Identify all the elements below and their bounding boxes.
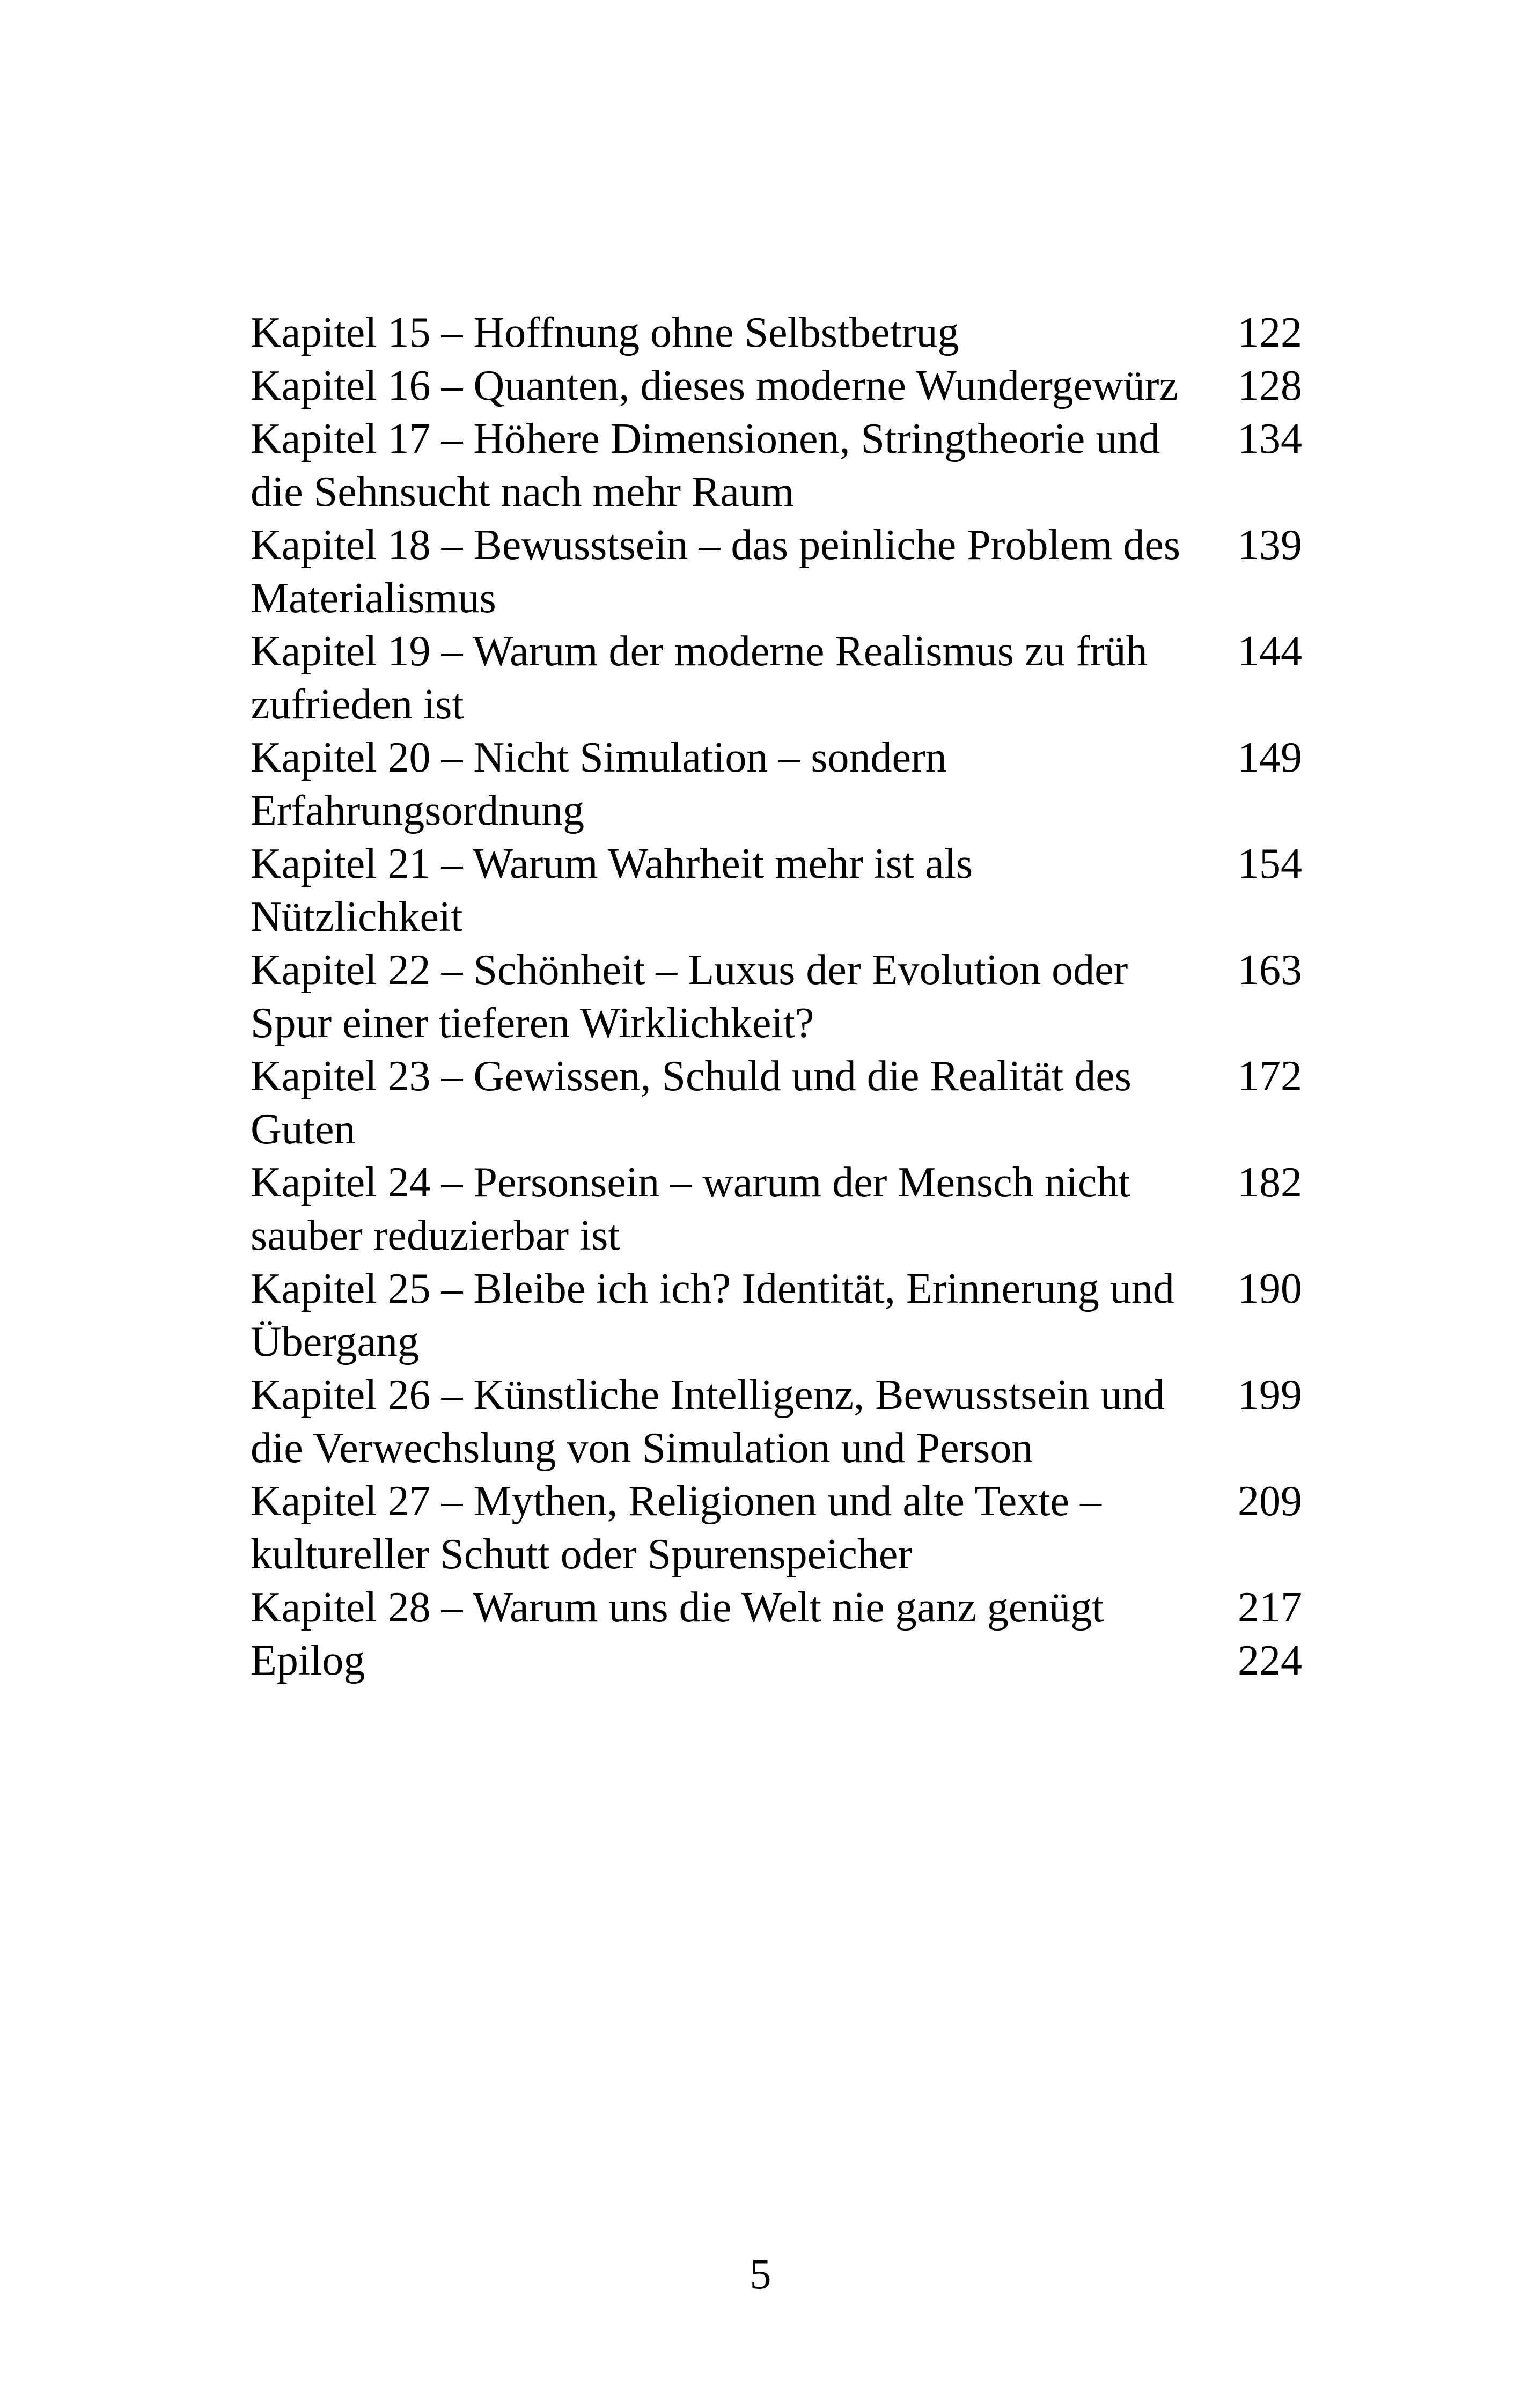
toc-entry bbox=[251, 413, 1302, 519]
toc-entry-page: 122 bbox=[1238, 309, 1302, 356]
toc-entry-page: 182 bbox=[1238, 1159, 1302, 1206]
toc-entry-page: 134 bbox=[1238, 415, 1302, 462]
toc-entry-page: 199 bbox=[1238, 1371, 1302, 1419]
toc-entry bbox=[251, 731, 1302, 838]
toc-entry-page: 154 bbox=[1238, 840, 1302, 887]
toc-entry-page: 139 bbox=[1238, 522, 1302, 569]
toc-entry bbox=[251, 944, 1302, 1050]
toc-entry-page: 128 bbox=[1238, 362, 1302, 409]
toc-entry-title: Kapitel 15 – Hoffnung ohne Selbstbetrug bbox=[251, 309, 959, 356]
toc-entry-title: Kapitel 27 – Mythen, Religionen und alte Texte – kultureller Schutt oder Spurenspeicher bbox=[251, 1478, 1101, 1578]
toc-entry bbox=[251, 625, 1302, 731]
toc-entry bbox=[251, 1581, 1302, 1634]
toc-entry-title: Kapitel 16 – Quanten, dieses moderne Wundergewürz bbox=[251, 362, 1178, 409]
toc-entry-title: Kapitel 24 – Personsein – warum der Mensch nicht sauber reduzierbar ist bbox=[251, 1159, 1130, 1259]
toc-entry-page: 144 bbox=[1238, 628, 1302, 675]
toc-entry-title: Epilog bbox=[251, 1637, 365, 1684]
toc-entry bbox=[251, 1156, 1302, 1262]
page-number: 5 bbox=[750, 2251, 771, 2298]
toc-entry bbox=[251, 1634, 1302, 1687]
toc-entry bbox=[251, 1050, 1302, 1156]
toc-entry bbox=[251, 1262, 1302, 1369]
toc-entry-page: 217 bbox=[1238, 1584, 1302, 1631]
toc-entry bbox=[251, 1369, 1302, 1475]
toc-entry-page: 163 bbox=[1238, 946, 1302, 994]
toc-entry-title: Kapitel 20 – Nicht Simulation – sondern Erfahrungsordnung bbox=[251, 734, 947, 834]
toc-entry bbox=[251, 1475, 1302, 1581]
toc-entry-page: 224 bbox=[1238, 1637, 1302, 1684]
toc-entry-page: 172 bbox=[1238, 1053, 1302, 1100]
toc-entry-page: 190 bbox=[1238, 1265, 1302, 1312]
toc-entry-title: Kapitel 26 – Künstliche Intelligenz, Bewusstsein und die Verwechslung von Simulation und Person bbox=[251, 1371, 1165, 1472]
toc-entry-title: Kapitel 22 – Schönheit – Luxus der Evolution oder Spur einer tieferen Wirklichkeit? bbox=[251, 946, 1128, 1047]
toc-entry-page: 149 bbox=[1238, 734, 1302, 781]
toc-entry-title: Kapitel 18 – Bewusstsein – das peinliche Problem des Materialismus bbox=[251, 522, 1181, 622]
table-of-contents bbox=[251, 306, 1302, 1687]
toc-entry-title: Kapitel 17 – Höhere Dimensionen, Stringtheorie und die Sehnsucht nach mehr Raum bbox=[251, 415, 1160, 516]
toc-entry-title: Kapitel 25 – Bleibe ich ich? Identität, Erinnerung und Übergang bbox=[251, 1265, 1174, 1365]
toc-entry bbox=[251, 306, 1302, 359]
toc-entry-title: Kapitel 19 – Warum der moderne Realismus zu früh zufrieden ist bbox=[251, 628, 1148, 728]
toc-entry-title: Kapitel 23 – Gewissen, Schuld und die Realität des Guten bbox=[251, 1053, 1131, 1153]
toc-entry-title: Kapitel 28 – Warum uns die Welt nie ganz genügt bbox=[251, 1584, 1104, 1631]
toc-entry-page: 209 bbox=[1238, 1478, 1302, 1525]
toc-entry bbox=[251, 359, 1302, 413]
toc-entry bbox=[251, 838, 1302, 944]
toc-entry-title: Kapitel 21 – Warum Wahrheit mehr ist als Nützlichkeit bbox=[251, 840, 973, 941]
toc-entry bbox=[251, 519, 1302, 625]
